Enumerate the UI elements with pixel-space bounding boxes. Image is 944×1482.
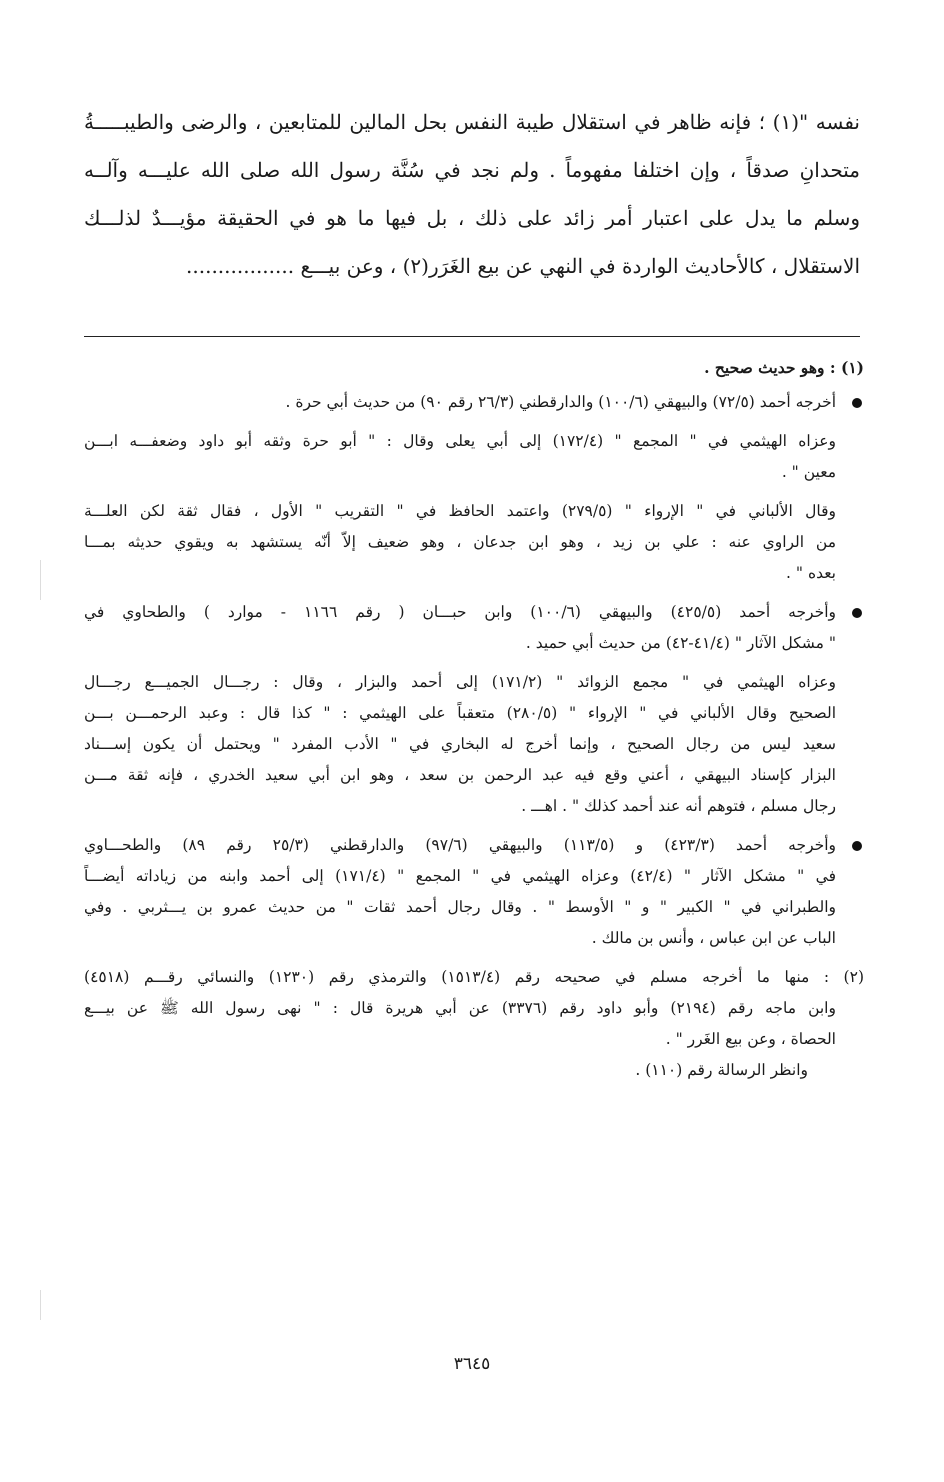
footnote-line: وعزاه الهيثمي في " المجمع " (١٧٢/٤) إلى أبي يعلى وقال : " أبو حرة وثقه أبو داود وضعفـــه ابـــن [84, 432, 836, 450]
scan-edge-mark [40, 560, 41, 600]
bullet-icon [852, 398, 862, 408]
footnote-separator [84, 336, 860, 337]
footnote-line: سعيد ليس من رجال الصحيح ، وإنما أخرج له البخاري في " الأدب المفرد " ويحتمل أن يكون إســـناد [84, 735, 836, 753]
footnote-line: (٢) : منها ما أخرجه مسلم في صحيحه رقم (١٥١٣/٤) والترمذي رقم (١٢٣٠) والنسائي رقـــم (٤٥١٨) [84, 968, 864, 986]
main-text-line: متحدانِ صدقاً ، وإن اختلفا مفهوماً . ولم نجد في سُنَّة رسول الله صلى الله عليـــه وآلــه [84, 158, 860, 182]
footnote-line: وأخرجه أحمد (٤٢٣/٣) و (١١٣/٥) والبيهقي (٩٧/٦) والدارقطني (٢٥/٣ رقم ٨٩) والطحـــاوي [84, 836, 836, 854]
footnote-line: وابن ماجه رقم (٢١٩٤) وأبو داود رقم (٣٣٧٦) عن أبي هريرة قال : " نهى رسول الله ﷺ عن بيـــع [84, 999, 836, 1017]
footnote-line: وأخرجه أحمد (٤٢٥/٥) والبيهقي (١٠٠/٦) وابن حبـــان ( رقم ١١٦٦ - موارد ) والطحاوي في [84, 603, 836, 621]
main-text-line: وسلم ما يدل على اعتبار أمر زائد على ذلك ، بل فيها ما هو في الحقيقة مؤيـــدٌ لذلـــك [84, 206, 860, 230]
footnote-1-paragraph-2 [84, 496, 864, 589]
footnote-line: الصحيح وقال الألباني في " الإرواء " (٢٨٠/٥) متعقباً على الهيثمي : " كذا قال : وعبد الرحمـــن بـــن [84, 704, 836, 722]
footnote-line: من الراوي عنه : علي بن زيد ، وهو ابن جدعان ، وهو ضعيف إلاّ أنّه يستشهد به ويقوي حديثه بمـــا [84, 533, 836, 551]
footnote-1-bullet-3 [84, 830, 864, 954]
bullet-icon [852, 608, 862, 618]
footnote-line: الباب عن ابن عباس ، وأنس بن مالك . [591, 929, 836, 947]
footnote-line: في " مشكل الآثار " (٤٢/٤) وعزاه الهيثمي في " المجمع " (١٧١/٤) إلى أحمد وابنه من زياداته أيضـــاً [84, 867, 836, 885]
main-text-block [84, 98, 860, 290]
footnotes-block [84, 352, 864, 1094]
footnote-line: رجال مسلم ، فتوهم أنه عند أحمد كذلك " . اهـــ . [521, 797, 836, 815]
footnote-line: وعزاه الهيثمي في " مجمع الزوائد " (١٧١/٢) إلى أحمد والبزار ، وقال : رجـــال الجميـــع رجـــال [84, 673, 836, 691]
footnote-line: أخرجه أحمد (٧٢/٥) والبيهقي (١٠٠/٦) والدارقطني (٢٦/٣ رقم ٩٠) من حديث أبي حرة . [285, 393, 836, 411]
footnote-1-bullet-1 [84, 387, 864, 418]
footnote-line: " مشكل الآثار " (٤١/٤-٤٢) من حديث أبي حميد . [525, 634, 836, 652]
footnote-line: وانظر الرسالة رقم (١١٠) . [635, 1061, 808, 1079]
footnote-2 [84, 962, 864, 1086]
footnote-line: البزار كإسناد البيهقي ، أعني وقع فيه عبد الرحمن بن سعد ، وهو ابن أبي سعيد الخدري ، فإنه ثقة مـــن [84, 766, 836, 784]
main-text-line: نفسه "(١) ؛ فإنه ظاهر في استقلال طيبة النفس بحل المالين للمتابعين ، والرضى والطيبـــــةُ [84, 110, 860, 134]
footnote-1-bullet-2 [84, 597, 864, 659]
footnote-1-heading: (١) : وهو حديث صحيح . [704, 358, 864, 377]
bullet-icon [852, 841, 862, 851]
footnote-line: وقال الألباني في " الإرواء " (٢٧٩/٥) واعتمد الحافظ في " التقريب " الأول ، فقال ثقة لكن العلـــة [84, 502, 836, 520]
footnote-line: معين " . [781, 463, 836, 481]
footnote-line: بعده " . [786, 564, 836, 582]
footnote-line: والطبراني في " الكبير " و " الأوسط " . وقال رجال أحمد ثقات " من حديث عمرو بن يـــثربي . وفي [84, 898, 836, 916]
main-text-line: الاستقلال ، كالأحاديث الواردة في النهي عن بيع الغَرَر(٢) ، وعن بيـــع ................. [186, 254, 860, 278]
footnote-line: الحصاة ، وعن بيع الغَرر " . [665, 1030, 836, 1048]
footnote-2-continuation [84, 993, 864, 1086]
scan-edge-mark [40, 1290, 41, 1320]
footnote-1-paragraph-3 [84, 667, 864, 822]
page-number: ٣٦٤٥ [453, 1354, 491, 1374]
footnote-1-paragraph-1 [84, 426, 864, 488]
